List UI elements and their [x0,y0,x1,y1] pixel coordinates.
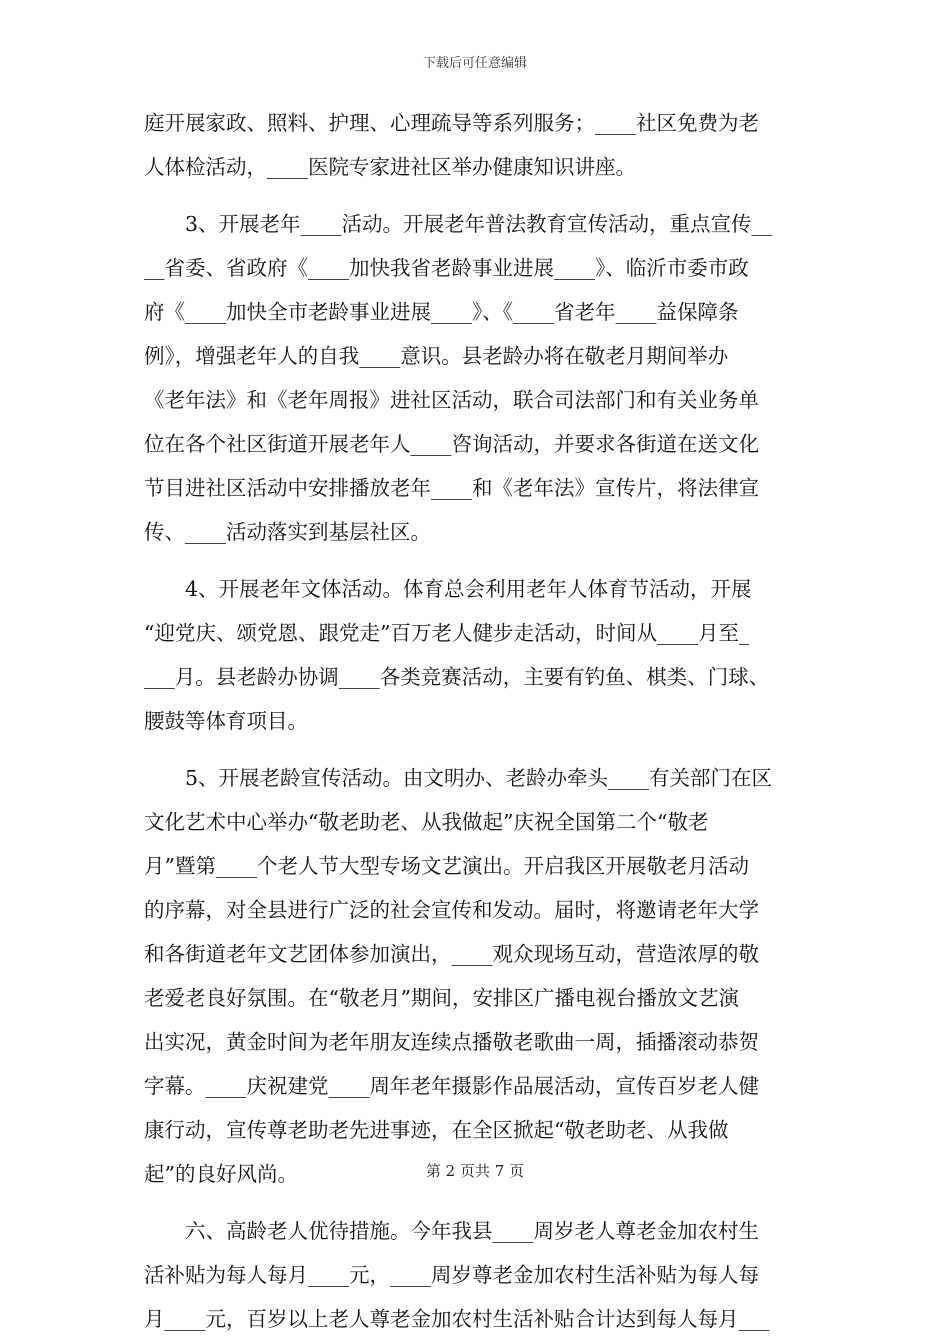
paragraph-2 [144,202,808,554]
text-line: 月____元，百岁以上老人尊老金加农村生活补贴合计达到每人每月___ [144,1307,770,1331]
paragraph-5 [144,1209,808,1341]
text-line: 字幕。____庆祝建党____周年老年摄影作品展活动，宣传百岁老人健 [144,1074,759,1098]
paragraph-4 [144,756,808,1196]
text-line: 起”的良好风尚。 [144,1162,298,1186]
text-line: 4、开展老年文体活动。体育总会利用老年人体育节活动，开展 [185,577,752,601]
text-line: 出实况，黄金时间为老年朋友连续点播敬老歌曲一周，插播滚动恭贺 [144,1030,759,1054]
text-line: “迎党庆、颂党恩、跟党走”百万老人健步走活动，时间从____月至_ [144,621,750,645]
text-line: 六、高龄老人优待措施。今年我县____周岁老人尊老金加农村生 [185,1219,759,1243]
text-line: 人体检活动，____医院专家进社区举办健康知识讲座。 [144,155,636,179]
document-body [144,101,808,1341]
text-line: 府《____加快全市老龄事业进展____》、《____省老年____益保障条 [144,300,739,324]
text-line: 3、开展老年____活动。开展老年普法教育宣传活动，重点宣传__ [185,212,773,236]
text-line: 例》，增强老年人的自我____意识。县老龄办将在敬老月期间举办 [144,344,729,368]
text-line: 传、____活动落实到基层社区。 [144,520,431,544]
page-number: 第 2 页共 7 页 [425,1162,525,1180]
text-line: 节目进社区活动中安排播放老年____和《老年法》宣传片，将法律宣 [144,476,759,500]
text-line: ___月。县老龄办协调____各类竞赛活动，主要有钓鱼、棋类、门球、 [144,665,770,689]
text-line: 老爱老良好氛围。在“敬老月”期间，安排区广播电视台播放文艺演 [144,986,739,1010]
paragraph-1 [144,101,808,189]
text-line: 康行动，宣传尊老助老先进事迹，在全区掀起“敬老助老、从我做 [144,1118,729,1142]
text-line: 5、开展老龄宣传活动。由文明办、老龄办牵头____有关部门在区 [185,766,773,790]
text-line: 月”暨第____个老人节大型专场文艺演出。开启我区开展敬老月活动 [144,854,749,878]
text-line: __省委、省政府《____加快我省老龄事业进展____》、临沂市委市政 [144,256,749,280]
text-line: 庭开展家政、照料、护理、心理疏导等系列服务；____社区免费为老 [144,111,759,135]
text-line: 位在各个社区街道开展老年人____咨询活动，并要求各街道在送文化 [144,432,759,456]
text-line: 腰鼓等体育项目。 [144,709,308,733]
text-line: 的序幕，对全县进行广泛的社会宣传和发动。届时，将邀请老年大学 [144,898,759,922]
text-line: 《老年法》和《老年周报》进社区活动，联合司法部门和有关业务单 [144,388,759,412]
paragraph-3 [144,567,808,743]
text-line: 文化艺术中心举办“敬老助老、从我做起”庆祝全国第二个“敬老 [144,810,709,834]
text-line: 和各街道老年文艺团体参加演出，____观众现场互动，营造浓厚的敬 [144,942,759,966]
text-line: 活补贴为每人每月____元，____周岁尊老金加农村生活补贴为每人每 [144,1263,759,1287]
page-header: 下载后可任意编辑 [422,56,527,71]
